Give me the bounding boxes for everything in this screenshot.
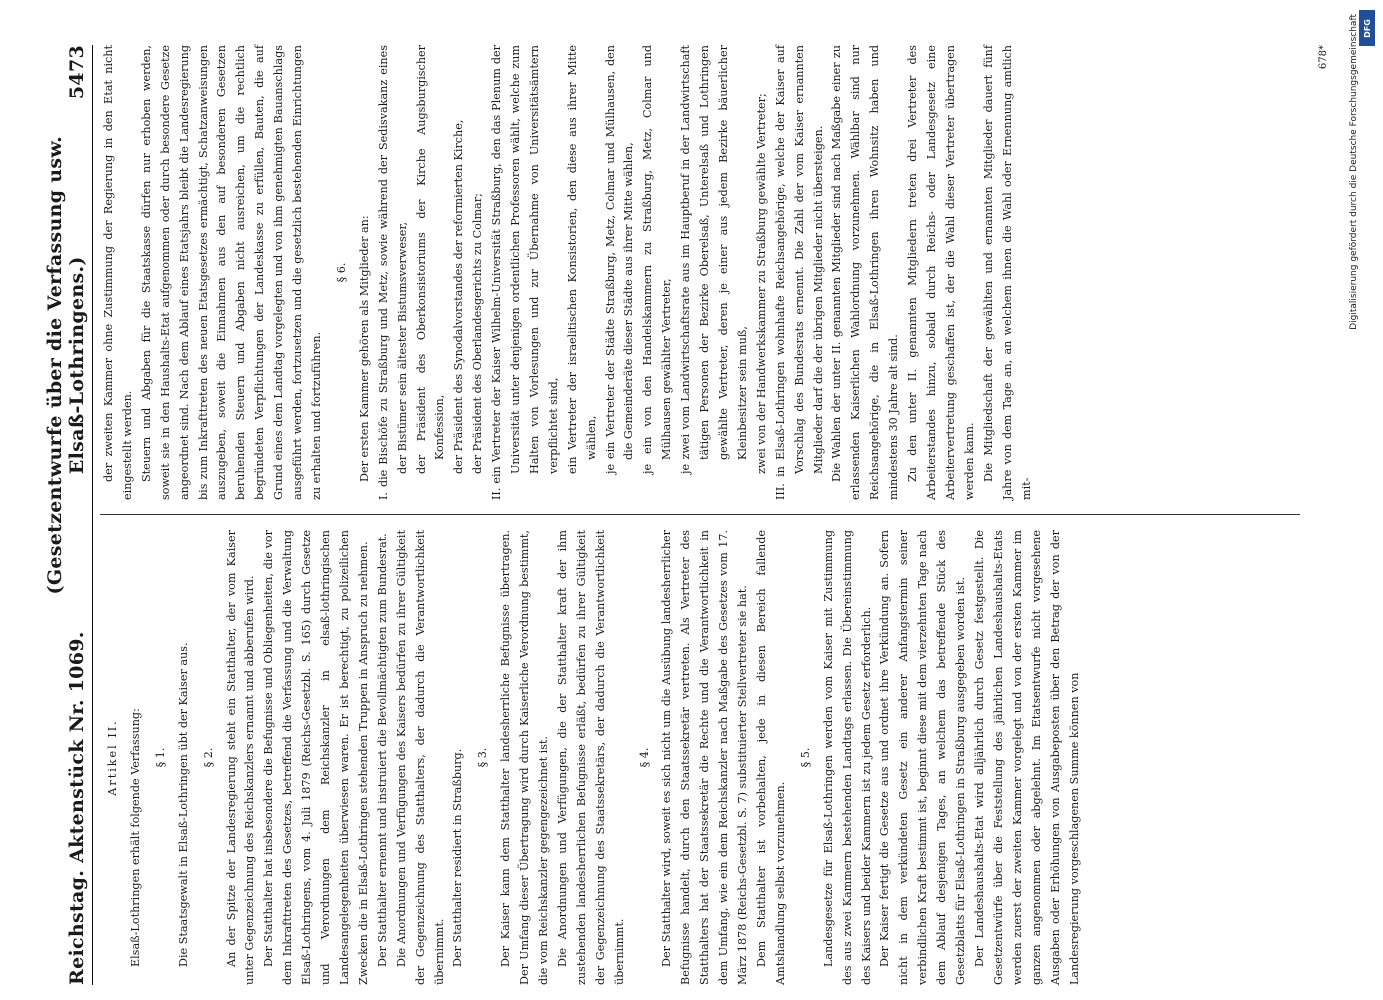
paragraph: Die Mitgliedschaft der gewählten und ernannten Mitglieder dauert fünf Jahre von dem Tage an, an welchem ihnen die Wahl oder Ernennung amtlich mit- [981, 45, 1033, 500]
header-subject: (Gesetzentwurfe über die Verfassung usw. Elsaß-Lothringens.) [44, 135, 88, 595]
paragraph: Der Statthalter residiert in Straßburg. [451, 748, 465, 967]
paragraph: Die Staatsgewalt in Elsaß-Lothringen übt der Kaiser aus. [176, 642, 190, 967]
paragraph: Die Wahlen der unter II. genannten Mitglieder sind nach Maßgabe einer zu erlassenden Kaiserlichen Wahlordnung vorzunehmen. Wählbar sind nur Reichsangehörige, die in Elsaß-Lothringen ihren Wohnsitz haben und mindestens 30 Jahre alt sind. [830, 45, 901, 500]
list-subitem: zwei von der Handwerkskammer zu Straßburg gewählte Vertreter; [754, 93, 768, 474]
paragraph: Die Anordnungen und Verfügungen, die der Statthalter kraft der ihm zustehenden landesherrlichen Befugnisse erläßt, bedürfen zu ihrer Gültigkeit der Gegenzeichnung des Staatssekretärs, der dadurch die Verantwortlichkeit übernimmt. [555, 530, 626, 985]
paragraph: Der Landeshaushalts-Etat wird alljährlich durch Gesetz festgestellt. Die Gesetzentwürfe über die Feststellung des jährlichen Landeshaushalts-Etats werden zuerst der zweiten Kammer vorgelegt und von der ersten Kammer im ganzen angenommen oder abgelehnt. Im Etatsentwurfe nicht vorgesehene Ausgaben oder Erhöhungen von Ausgabeposten über den Betrag der von der Landesregierung vorgeschlagenen Summe können von [972, 530, 1081, 985]
section-heading: § 2. [201, 747, 215, 768]
paragraph: Der Kaiser kann dem Statthalter landesherrliche Befugnisse übertragen. Der Umfang dieser Übertragung wird durch Kaiserliche Verordnung bestimmt, die vom Reichskanzler gegengezeichnet ist. [499, 530, 551, 985]
page-header [44, 45, 88, 985]
paragraph: Der Statthalter wird, soweit es sich nicht um die Ausübung landesherrlicher Befugnisse handelt, durch den Staatssekretär vertreten. Als Vertreter des Statthalters hat der Staatssekretär die Rechte und die Verantwortlichkeit in dem Umfang, wie ein dem Reichskanzler nach Maßgabe des Gesetzes vom 17. März 1878 (Reichs-Gesetzbl. S. 7) substituierter Stellvertreter sie hat. [660, 530, 750, 985]
section-heading: § 6. [334, 262, 348, 283]
column-left [100, 530, 1084, 985]
section-heading: § 3. [476, 747, 490, 768]
section-heading: § 5. [798, 747, 812, 768]
header-title: Reichstag. Aktenstück Nr. 1069. [66, 631, 88, 985]
list-item: I. die Bischöfe zu Straßburg und Metz, sowie während der Sedisvakanz eines der Bistümer sein ältester Bistumsverweser, [376, 45, 409, 500]
list-subitem: je zwei vom Landwirtschaftsrate aus im Hauptberuf in der Landwirtschaft tätigen Personen der Bezirke Oberelsaß, Unterelsaß und Lothringen gewählte Vertreter, deren je einer aus jedem Bezirke bäuerlicher Kleinbesitzer sein muß, [679, 45, 749, 474]
paragraph: Steuern und Abgaben für die Staatskasse dürfen nur erhoben werden, soweit sie in den Haushalts-Etat aufgenommen oder durch besondere Gesetze angeordnet sind. Nach dem Ablauf eines Etatsjahrs bleibt die Landesregierung bis zum Inkrafttreten des neuen Etatsgesetzes ermächtigt, Schatzanweisungen auszugeben, soweit die Einnahmen aus den auf besonderen Gesetzen beruhenden Steuern und Abgaben nicht ausreichen, um die rechtlich begründeten Verpflichtungen der Landeskasse zu erfüllen, Bauten, die auf Grund eines dem Landtag vorgelegten und von ihm genehmigten Bauanschlags ausgeführt werden, fortzusetzen und die gesetzlich bestehenden Einrichtungen zu erhalten und fortzuführen. [139, 45, 323, 500]
paragraph: Landesgesetze für Elsaß-Lothringen werden vom Kaiser mit Zustimmung des aus zwei Kammern bestehenden Landtags erlassen. Die Übereinstimmung des Kaisers und beider Kammern ist zu jedem Gesetz erforderlich. [821, 530, 873, 985]
list-item: II. ein Vertreter der Kaiser Wilhelm-Universität Straßburg, den das Plenum der Universität unter denjenigen ordentlichen Professoren wählt, welche zum Halten von Vorlesungen und zur Übernahme von Universitätsämtern verpflichtet sind, [490, 45, 560, 500]
list-subitem: der Präsident des Synodalvorstandes der reformierten Kirche, [452, 119, 466, 474]
rotated-page-content [30, 25, 1360, 985]
list-subitem: der Präsident des Oberkonsistoriums der Kirche Augsburgischer Konfession, [414, 45, 447, 474]
section-heading: § 4. [637, 747, 651, 768]
header-rule [92, 45, 93, 985]
paragraph: der zweiten Kammer ohne Zustimmung der Regierung in den Etat nicht eingestellt werden. [102, 45, 134, 500]
dfg-logo [1359, 10, 1375, 46]
paragraph: Zu den unter II. genannten Mitgliedern treten drei Vertreter des Arbeiterstandes hinzu, sobald durch Reichs- oder Landesgesetz eine Arbeitervertretung geschaffen ist, der die Wahl dieser Vertreter übertragen werden kann. [906, 45, 976, 500]
paragraph: Elsaß-Lothringen erhält folgende Verfassung: [128, 708, 142, 967]
dfg-logo-text: DFG [1362, 18, 1372, 38]
paragraph: Der ersten Kammer gehören als Mitglieder an: [357, 215, 371, 482]
signature-mark: 678* [1318, 45, 1329, 70]
column-divider [100, 514, 1300, 515]
section-heading: Artikel II. [106, 719, 119, 796]
digitization-note [1349, 14, 1379, 974]
paragraph: Der Kaiser fertigt die Gesetze aus und ordnet ihre Verkündung an. Sofern nicht in dem verkündeten Gesetz ein anderer Anfangstermin seiner verbindlichen Kraft bestimmt ist, beginnt diese mit dem vierzehnten Tage nach dem Ablauf desjenigen Tages, an welchem das betreffende Stück des Gesetzblatts für Elsaß-Lothringen in Straßburg ausgegeben worden ist. [878, 530, 968, 985]
paragraph: Der Statthalter hat insbesondere die Befugnisse und Obliegenheiten, die vor dem Inkrafttreten des Gesetzes, betreffend die Verfassung und die Verwaltung Elsaß-Lothringens, vom 4. Juli 1879 (Reichs-Gesetzbl. S. 165) durch Gesetze und Verordnungen dem Reichskanzler in elsaß-lothringischen Landesangelegenheiten überwiesen waren. Er ist berechtigt, zu polizeilichen Zwecken die in Elsaß-Lothringen stehenden Truppen in Anspruch zu nehmen. [262, 530, 370, 985]
paragraph: An der Spitze der Landesregierung steht ein Statthalter, der vom Kaiser unter Gegenzeichnung des Reichskanzlers ernannt und abberufen wird. [224, 530, 257, 985]
paragraph: Die Anordnungen und Verfügungen des Kaisers bedürfen zu ihrer Gültigkeit der Gegenzeichnung des Statthalters, der dadurch die Verantwortlichkeit übernimmt. [394, 530, 446, 985]
list-subitem: ein Vertreter der israelitischen Konsistorien, den diese aus ihrer Mitte wählen, [565, 45, 598, 474]
section-heading: § 1. [153, 747, 167, 768]
list-item: III. in Elsaß-Lothringen wohnhafte Reichsangehörige, welche der Kaiser auf Vorschlag des Bundesrats ernennt. Die Zahl der vom Kaiser ernannten Mitglieder darf die der übrigen Mitglieder nicht übersteigen. [773, 45, 825, 500]
list-subitem: der Präsident des Oberlandesgerichts zu Colmar; [471, 193, 485, 474]
column-right [100, 45, 1036, 500]
paragraph: Der Statthalter ernennt und instruiert die Bevollmächtigten zum Bundesrat. [375, 533, 389, 967]
digitization-note-text: Digitalisierung gefördert durch die Deutsche Forschungsgemeinschaft [1349, 14, 1359, 330]
list-subitem: je ein Vertreter der Städte Straßburg, Metz, Colmar und Mülhausen, den die Gemeinderäte dieser Städte aus ihrer Mitte wählen, [603, 45, 636, 474]
page-number: 5473 [66, 45, 88, 100]
paragraph: Dem Statthalter ist vorbehalten, jede in diesen Bereich fallende Amtshandlung selbst vorzunehmen. [755, 530, 787, 985]
list-subitem: je ein von den Handelskammern zu Straßburg, Metz, Colmar und Mülhausen gewählter Vertreter, [641, 45, 674, 474]
